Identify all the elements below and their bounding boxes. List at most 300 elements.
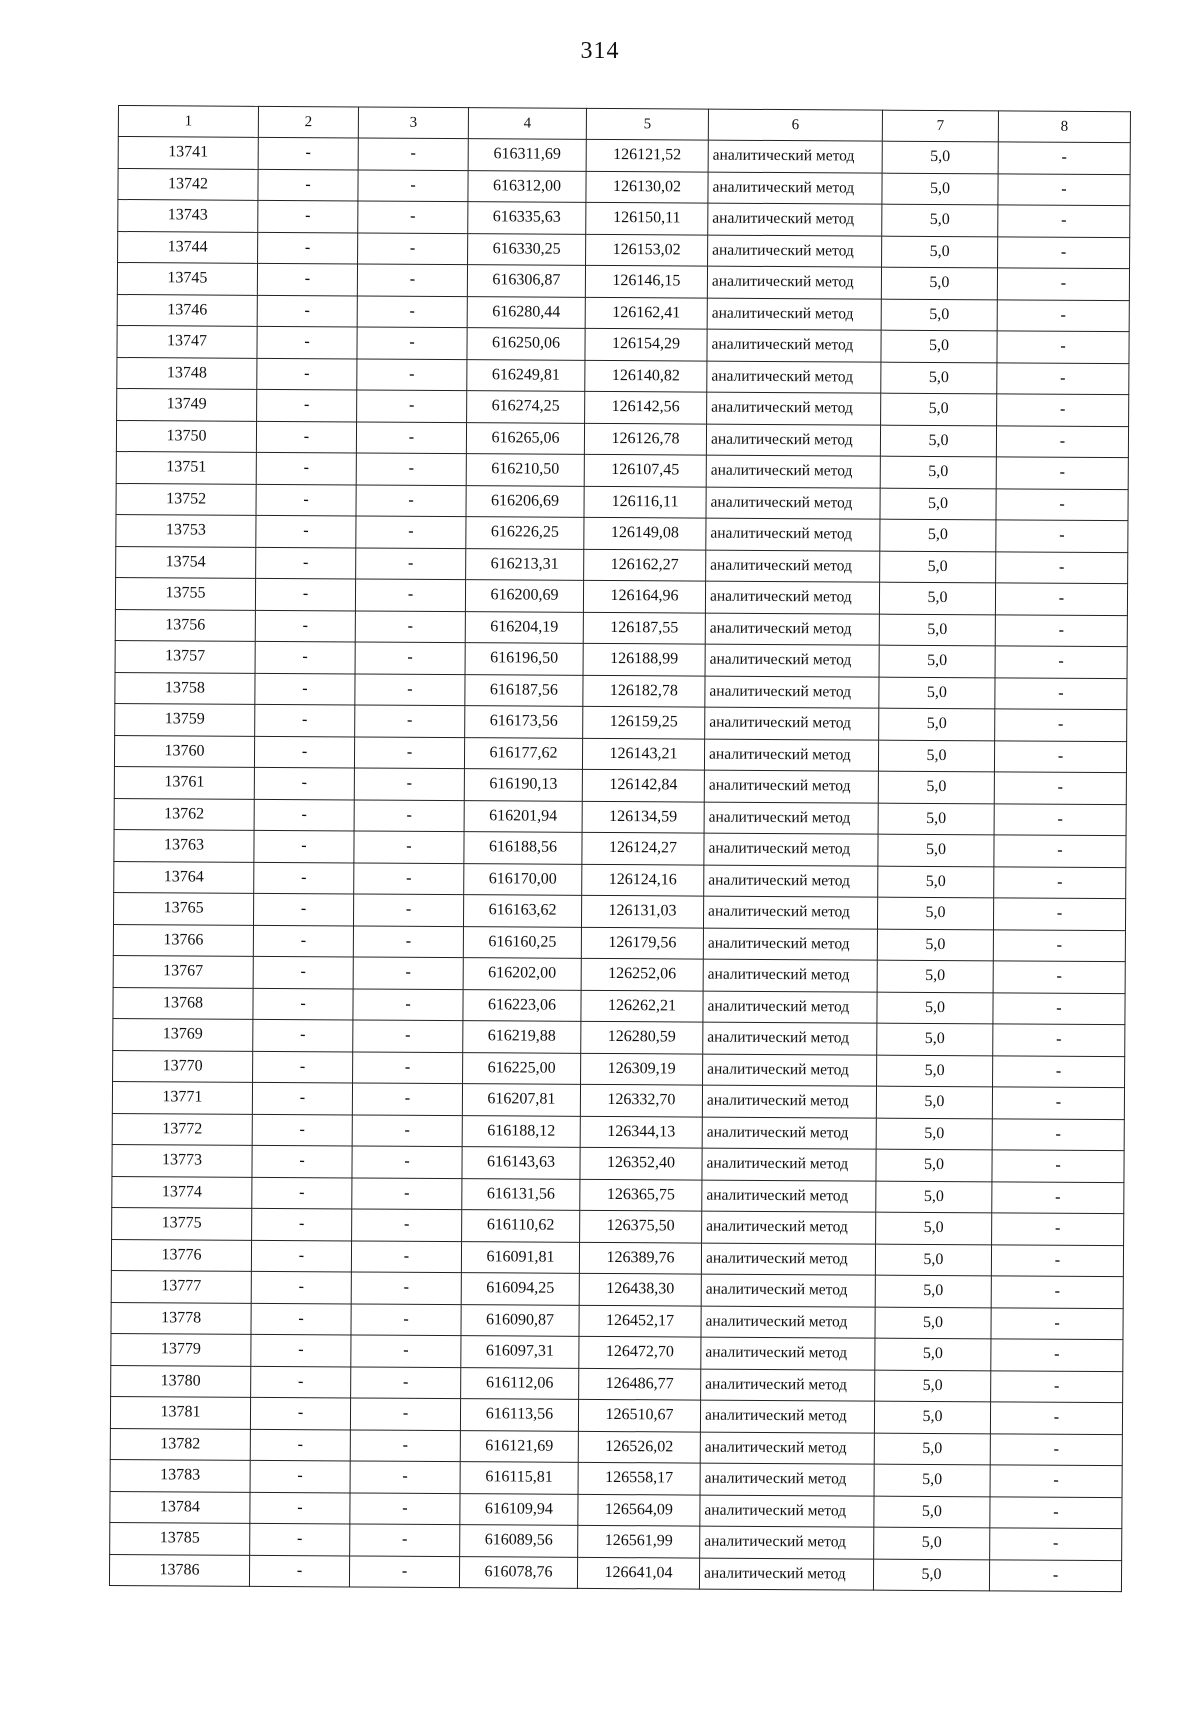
point-number-cell: 13765 [113, 892, 253, 924]
col3-cell: - [351, 1335, 461, 1367]
accuracy-cell: 5,0 [881, 393, 997, 425]
col2-cell: - [256, 515, 356, 547]
col8-cell: - [997, 299, 1129, 331]
y-coordinate-cell: 126162,27 [584, 549, 706, 581]
col2-cell: - [254, 767, 354, 799]
method-cell: аналитический метод [708, 203, 882, 236]
accuracy-cell: 5,0 [880, 519, 996, 551]
accuracy-cell: 5,0 [876, 1118, 992, 1150]
accuracy-cell: 5,0 [877, 929, 993, 961]
col3-cell: - [352, 1209, 462, 1241]
x-coordinate-cell: 616188,56 [464, 832, 582, 864]
col2-cell: - [257, 358, 357, 390]
col8-cell: - [989, 1559, 1121, 1591]
col8-cell: - [998, 236, 1130, 268]
method-cell: аналитический метод [704, 802, 878, 835]
point-number-cell: 13770 [113, 1050, 253, 1082]
x-coordinate-cell: 616201,94 [464, 800, 582, 832]
y-coordinate-cell: 126134,59 [582, 801, 704, 833]
y-coordinate-cell: 126561,99 [578, 1525, 700, 1557]
page-number: 314 [580, 38, 620, 64]
col8-cell: - [995, 646, 1127, 678]
y-coordinate-cell: 126558,17 [578, 1462, 700, 1494]
col3-cell: - [356, 484, 466, 516]
point-number-cell: 13779 [111, 1333, 251, 1365]
accuracy-cell: 5,0 [879, 708, 995, 740]
y-coordinate-cell: 126252,06 [581, 958, 703, 990]
coordinates-table [109, 105, 1131, 1592]
col8-cell: - [994, 772, 1126, 804]
method-cell: аналитический метод [705, 644, 879, 677]
col8-cell: - [993, 992, 1125, 1024]
y-coordinate-cell: 126389,76 [579, 1242, 701, 1274]
accuracy-cell: 5,0 [878, 866, 994, 898]
accuracy-cell: 5,0 [879, 582, 995, 614]
x-coordinate-cell: 616204,19 [465, 611, 583, 643]
col2-cell: - [255, 578, 355, 610]
method-cell: аналитический метод [702, 1085, 876, 1118]
accuracy-cell: 5,0 [876, 1212, 992, 1244]
col2-cell: - [253, 893, 353, 925]
method-cell: аналитический метод [704, 739, 878, 772]
col3-cell: - [358, 232, 468, 264]
accuracy-cell: 5,0 [875, 1338, 991, 1370]
x-coordinate-cell: 616163,62 [463, 895, 581, 927]
col8-cell: - [996, 457, 1128, 489]
method-cell: аналитический метод [707, 361, 881, 394]
col8-cell: - [996, 520, 1128, 552]
accuracy-cell: 5,0 [876, 1086, 992, 1118]
col2-cell: - [256, 421, 356, 453]
col2-cell: - [254, 830, 354, 862]
method-cell: аналитический метод [708, 172, 882, 205]
accuracy-cell: 5,0 [878, 740, 994, 772]
accuracy-cell: 5,0 [874, 1433, 990, 1465]
col8-cell: - [990, 1465, 1122, 1497]
col3-cell: - [351, 1240, 461, 1272]
x-coordinate-cell: 616109,94 [460, 1493, 578, 1525]
method-cell: аналитический метод [705, 707, 879, 740]
col2-cell: - [250, 1523, 350, 1555]
col2-cell: - [258, 232, 358, 264]
y-coordinate-cell: 126641,04 [577, 1557, 699, 1589]
x-coordinate-cell: 616121,69 [460, 1430, 578, 1462]
accuracy-cell: 5,0 [882, 141, 998, 173]
x-coordinate-cell: 616311,69 [468, 139, 586, 171]
col8-cell: - [993, 961, 1125, 993]
col8-cell: - [990, 1528, 1122, 1560]
x-coordinate-cell: 616226,25 [466, 517, 584, 549]
point-number-cell: 13757 [115, 640, 255, 672]
col2-cell: - [257, 295, 357, 327]
col8-cell: - [994, 740, 1126, 772]
y-coordinate-cell: 126365,75 [580, 1179, 702, 1211]
point-number-cell: 13767 [113, 955, 253, 987]
accuracy-cell: 5,0 [877, 960, 993, 992]
method-cell: аналитический метод [703, 1054, 877, 1087]
accuracy-cell: 5,0 [880, 456, 996, 488]
col8-cell: - [996, 488, 1128, 520]
point-number-cell: 13764 [114, 861, 254, 893]
col3-cell: - [357, 295, 467, 327]
y-coordinate-cell: 126130,02 [586, 171, 708, 203]
x-coordinate-cell: 616143,63 [462, 1147, 580, 1179]
col2-cell: - [251, 1334, 351, 1366]
col8-cell: - [994, 866, 1126, 898]
accuracy-cell: 5,0 [880, 488, 996, 520]
column-header: 3 [358, 107, 468, 139]
method-cell: аналитический метод [704, 770, 878, 803]
x-coordinate-cell: 616173,56 [465, 706, 583, 738]
point-number-cell: 13751 [116, 451, 256, 483]
point-number-cell: 13743 [118, 200, 258, 232]
col2-cell: - [252, 1082, 352, 1114]
point-number-cell: 13742 [118, 168, 258, 200]
point-number-cell: 13760 [114, 735, 254, 767]
col3-cell: - [350, 1524, 460, 1556]
x-coordinate-cell: 616160,25 [463, 926, 581, 958]
point-number-cell: 13755 [115, 577, 255, 609]
y-coordinate-cell: 126142,56 [585, 391, 707, 423]
x-coordinate-cell: 616190,13 [464, 769, 582, 801]
y-coordinate-cell: 126510,67 [578, 1399, 700, 1431]
col2-cell: - [253, 1019, 353, 1051]
method-cell: аналитический метод [706, 455, 880, 488]
col2-cell: - [249, 1555, 349, 1587]
y-coordinate-cell: 126179,56 [581, 927, 703, 959]
y-coordinate-cell: 126142,84 [582, 769, 704, 801]
point-number-cell: 13768 [113, 987, 253, 1019]
point-number-cell: 13745 [117, 263, 257, 295]
method-cell: аналитический метод [702, 1211, 876, 1244]
point-number-cell: 13769 [113, 1018, 253, 1050]
column-header: 8 [998, 111, 1130, 143]
y-coordinate-cell: 126153,02 [586, 234, 708, 266]
col8-cell: - [992, 1213, 1124, 1245]
col8-cell: - [998, 142, 1130, 174]
method-cell: аналитический метод [707, 329, 881, 362]
col3-cell: - [352, 1083, 462, 1115]
x-coordinate-cell: 616091,81 [461, 1241, 579, 1273]
accuracy-cell: 5,0 [880, 551, 996, 583]
y-coordinate-cell: 126188,99 [583, 643, 705, 675]
point-number-cell: 13776 [111, 1239, 251, 1271]
x-coordinate-cell: 616188,12 [462, 1115, 580, 1147]
method-cell: аналитический метод [706, 518, 880, 551]
y-coordinate-cell: 126375,50 [580, 1210, 702, 1242]
col2-cell: - [252, 1114, 352, 1146]
col3-cell: - [355, 642, 465, 674]
y-coordinate-cell: 126452,17 [579, 1305, 701, 1337]
x-coordinate-cell: 616112,06 [461, 1367, 579, 1399]
method-cell: аналитический метод [704, 865, 878, 898]
point-number-cell: 13754 [116, 546, 256, 578]
column-header: 2 [258, 106, 358, 138]
x-coordinate-cell: 616210,50 [466, 454, 584, 486]
x-coordinate-cell: 616225,00 [463, 1052, 581, 1084]
col3-cell: - [358, 138, 468, 170]
method-cell: аналитический метод [704, 833, 878, 866]
method-cell: аналитический метод [706, 487, 880, 520]
col8-cell: - [996, 425, 1128, 457]
point-number-cell: 13747 [117, 325, 257, 357]
y-coordinate-cell: 126262,21 [581, 990, 703, 1022]
x-coordinate-cell: 616113,56 [460, 1399, 578, 1431]
x-coordinate-cell: 616207,81 [462, 1084, 580, 1116]
col2-cell: - [255, 641, 355, 673]
method-cell: аналитический метод [702, 1180, 876, 1213]
col8-cell: - [994, 803, 1126, 835]
method-cell: аналитический метод [703, 991, 877, 1024]
column-header: 4 [468, 108, 586, 140]
col3-cell: - [350, 1398, 460, 1430]
point-number-cell: 13759 [115, 703, 255, 735]
col2-cell: - [251, 1303, 351, 1335]
col2-cell: - [250, 1429, 350, 1461]
col3-cell: - [353, 1051, 463, 1083]
col3-cell: - [355, 705, 465, 737]
accuracy-cell: 5,0 [881, 299, 997, 331]
col8-cell: - [990, 1433, 1122, 1465]
y-coordinate-cell: 126526,02 [578, 1431, 700, 1463]
point-number-cell: 13753 [116, 514, 256, 546]
col2-cell: - [253, 956, 353, 988]
col2-cell: - [253, 1051, 353, 1083]
col2-cell: - [254, 799, 354, 831]
col3-cell: - [349, 1555, 459, 1587]
y-coordinate-cell: 126146,15 [585, 265, 707, 297]
col3-cell: - [350, 1492, 460, 1524]
col8-cell: - [997, 362, 1129, 394]
col3-cell: - [357, 358, 467, 390]
col3-cell: - [357, 327, 467, 359]
accuracy-cell: 5,0 [879, 614, 995, 646]
x-coordinate-cell: 616200,69 [465, 580, 583, 612]
col8-cell: - [991, 1370, 1123, 1402]
x-coordinate-cell: 616177,62 [464, 737, 582, 769]
y-coordinate-cell: 126131,03 [581, 895, 703, 927]
method-cell: аналитический метод [700, 1400, 874, 1433]
col3-cell: - [354, 831, 464, 863]
y-coordinate-cell: 126124,16 [582, 864, 704, 896]
col2-cell: - [250, 1397, 350, 1429]
col3-cell: - [353, 957, 463, 989]
accuracy-cell: 5,0 [878, 771, 994, 803]
col2-cell: - [251, 1240, 351, 1272]
col8-cell: - [991, 1339, 1123, 1371]
y-coordinate-cell: 126143,21 [582, 738, 704, 770]
x-coordinate-cell: 616170,00 [464, 863, 582, 895]
method-cell: аналитический метод [703, 1022, 877, 1055]
col3-cell: - [353, 925, 463, 957]
col2-cell: - [253, 988, 353, 1020]
col3-cell: - [350, 1429, 460, 1461]
col8-cell: - [993, 929, 1125, 961]
y-coordinate-cell: 126472,70 [579, 1336, 701, 1368]
method-cell: аналитический метод [707, 392, 881, 425]
point-number-cell: 13780 [111, 1365, 251, 1397]
accuracy-cell: 5,0 [879, 645, 995, 677]
accuracy-cell: 5,0 [875, 1244, 991, 1276]
method-cell: аналитический метод [700, 1526, 874, 1559]
accuracy-cell: 5,0 [879, 677, 995, 709]
col8-cell: - [991, 1307, 1123, 1339]
point-number-cell: 13763 [114, 829, 254, 861]
accuracy-cell: 5,0 [875, 1370, 991, 1402]
col2-cell: - [254, 736, 354, 768]
x-coordinate-cell: 616202,00 [463, 958, 581, 990]
y-coordinate-cell: 126164,96 [583, 580, 705, 612]
method-cell: аналитический метод [700, 1495, 874, 1528]
accuracy-cell: 5,0 [877, 1023, 993, 1055]
col8-cell: - [995, 709, 1127, 741]
point-number-cell: 13750 [116, 420, 256, 452]
col3-cell: - [358, 201, 468, 233]
point-number-cell: 13786 [109, 1554, 249, 1586]
method-cell: аналитический метод [708, 235, 882, 268]
accuracy-cell: 5,0 [877, 992, 993, 1024]
y-coordinate-cell: 126162,41 [585, 297, 707, 329]
col3-cell: - [356, 547, 466, 579]
col2-cell: - [250, 1460, 350, 1492]
method-cell: аналитический метод [701, 1274, 875, 1307]
point-number-cell: 13785 [110, 1522, 250, 1554]
point-number-cell: 13783 [110, 1459, 250, 1491]
col3-cell: - [354, 862, 464, 894]
col8-cell: - [994, 835, 1126, 867]
point-number-cell: 13771 [112, 1081, 252, 1113]
accuracy-cell: 5,0 [880, 425, 996, 457]
col8-cell: - [993, 898, 1125, 930]
method-cell: аналитический метод [705, 613, 879, 646]
point-number-cell: 13749 [117, 388, 257, 420]
col8-cell: - [991, 1244, 1123, 1276]
col2-cell: - [256, 452, 356, 484]
accuracy-cell: 5,0 [881, 330, 997, 362]
col3-cell: - [357, 264, 467, 296]
x-coordinate-cell: 616265,06 [466, 422, 584, 454]
y-coordinate-cell: 126159,25 [583, 706, 705, 738]
x-coordinate-cell: 616196,50 [465, 643, 583, 675]
col8-cell: - [993, 1055, 1125, 1087]
column-header: 7 [882, 110, 998, 142]
method-cell: аналитический метод [705, 676, 879, 709]
accuracy-cell: 5,0 [882, 173, 998, 205]
y-coordinate-cell: 126154,29 [585, 328, 707, 360]
accuracy-cell: 5,0 [881, 267, 997, 299]
point-number-cell: 13752 [116, 483, 256, 515]
col2-cell: - [252, 1177, 352, 1209]
col3-cell: - [357, 390, 467, 422]
method-cell: аналитический метод [701, 1243, 875, 1276]
col3-cell: - [351, 1272, 461, 1304]
col2-cell: - [255, 704, 355, 736]
accuracy-cell: 5,0 [878, 803, 994, 835]
x-coordinate-cell: 616213,31 [466, 548, 584, 580]
col8-cell: - [990, 1496, 1122, 1528]
x-coordinate-cell: 616274,25 [467, 391, 585, 423]
y-coordinate-cell: 126124,27 [582, 832, 704, 864]
col8-cell: - [993, 1024, 1125, 1056]
col2-cell: - [257, 326, 357, 358]
col2-cell: - [258, 200, 358, 232]
col2-cell: - [255, 673, 355, 705]
x-coordinate-cell: 616330,25 [468, 233, 586, 265]
method-cell: аналитический метод [701, 1306, 875, 1339]
col2-cell: - [258, 169, 358, 201]
col3-cell: - [355, 579, 465, 611]
accuracy-cell: 5,0 [875, 1275, 991, 1307]
method-cell: аналитический метод [703, 896, 877, 929]
col3-cell: - [352, 1114, 462, 1146]
point-number-cell: 13782 [110, 1428, 250, 1460]
x-coordinate-cell: 616306,87 [467, 265, 585, 297]
point-number-cell: 13748 [117, 357, 257, 389]
accuracy-cell: 5,0 [878, 834, 994, 866]
method-cell: аналитический метод [702, 1117, 876, 1150]
point-number-cell: 13762 [114, 798, 254, 830]
x-coordinate-cell: 616187,56 [465, 674, 583, 706]
method-cell: аналитический метод [703, 959, 877, 992]
x-coordinate-cell: 616206,69 [466, 485, 584, 517]
accuracy-cell: 5,0 [875, 1307, 991, 1339]
y-coordinate-cell: 126150,11 [586, 202, 708, 234]
method-cell: аналитический метод [706, 550, 880, 583]
y-coordinate-cell: 126149,08 [584, 517, 706, 549]
point-number-cell: 13775 [112, 1207, 252, 1239]
x-coordinate-cell: 616223,06 [463, 989, 581, 1021]
col2-cell: - [251, 1366, 351, 1398]
accuracy-cell: 5,0 [874, 1464, 990, 1496]
col8-cell: - [997, 394, 1129, 426]
point-number-cell: 13761 [114, 766, 254, 798]
col3-cell: - [354, 736, 464, 768]
point-number-cell: 13746 [117, 294, 257, 326]
column-header: 6 [708, 109, 882, 141]
x-coordinate-cell: 616090,87 [461, 1304, 579, 1336]
point-number-cell: 13777 [111, 1270, 251, 1302]
col8-cell: - [997, 331, 1129, 363]
table-row [109, 1554, 1121, 1592]
col3-cell: - [353, 1020, 463, 1052]
method-cell: аналитический метод [701, 1369, 875, 1402]
x-coordinate-cell: 616078,76 [459, 1556, 577, 1588]
accuracy-cell: 5,0 [873, 1559, 989, 1591]
accuracy-cell: 5,0 [874, 1496, 990, 1528]
col8-cell: - [992, 1118, 1124, 1150]
y-coordinate-cell: 126344,13 [580, 1116, 702, 1148]
col8-cell: - [998, 205, 1130, 237]
col3-cell: - [354, 768, 464, 800]
y-coordinate-cell: 126486,77 [579, 1368, 701, 1400]
point-number-cell: 13774 [112, 1176, 252, 1208]
method-cell: аналитический метод [707, 298, 881, 331]
method-cell: аналитический метод [700, 1463, 874, 1496]
method-cell: аналитический метод [699, 1558, 873, 1591]
col2-cell: - [256, 547, 356, 579]
column-header: 5 [586, 108, 708, 140]
y-coordinate-cell: 126107,45 [584, 454, 706, 486]
x-coordinate-cell: 616249,81 [467, 359, 585, 391]
y-coordinate-cell: 126187,55 [583, 612, 705, 644]
col8-cell: - [992, 1181, 1124, 1213]
col2-cell: - [252, 1145, 352, 1177]
accuracy-cell: 5,0 [874, 1527, 990, 1559]
col3-cell: - [353, 894, 463, 926]
col2-cell: - [257, 389, 357, 421]
x-coordinate-cell: 616097,31 [461, 1336, 579, 1368]
point-number-cell: 13766 [113, 924, 253, 956]
